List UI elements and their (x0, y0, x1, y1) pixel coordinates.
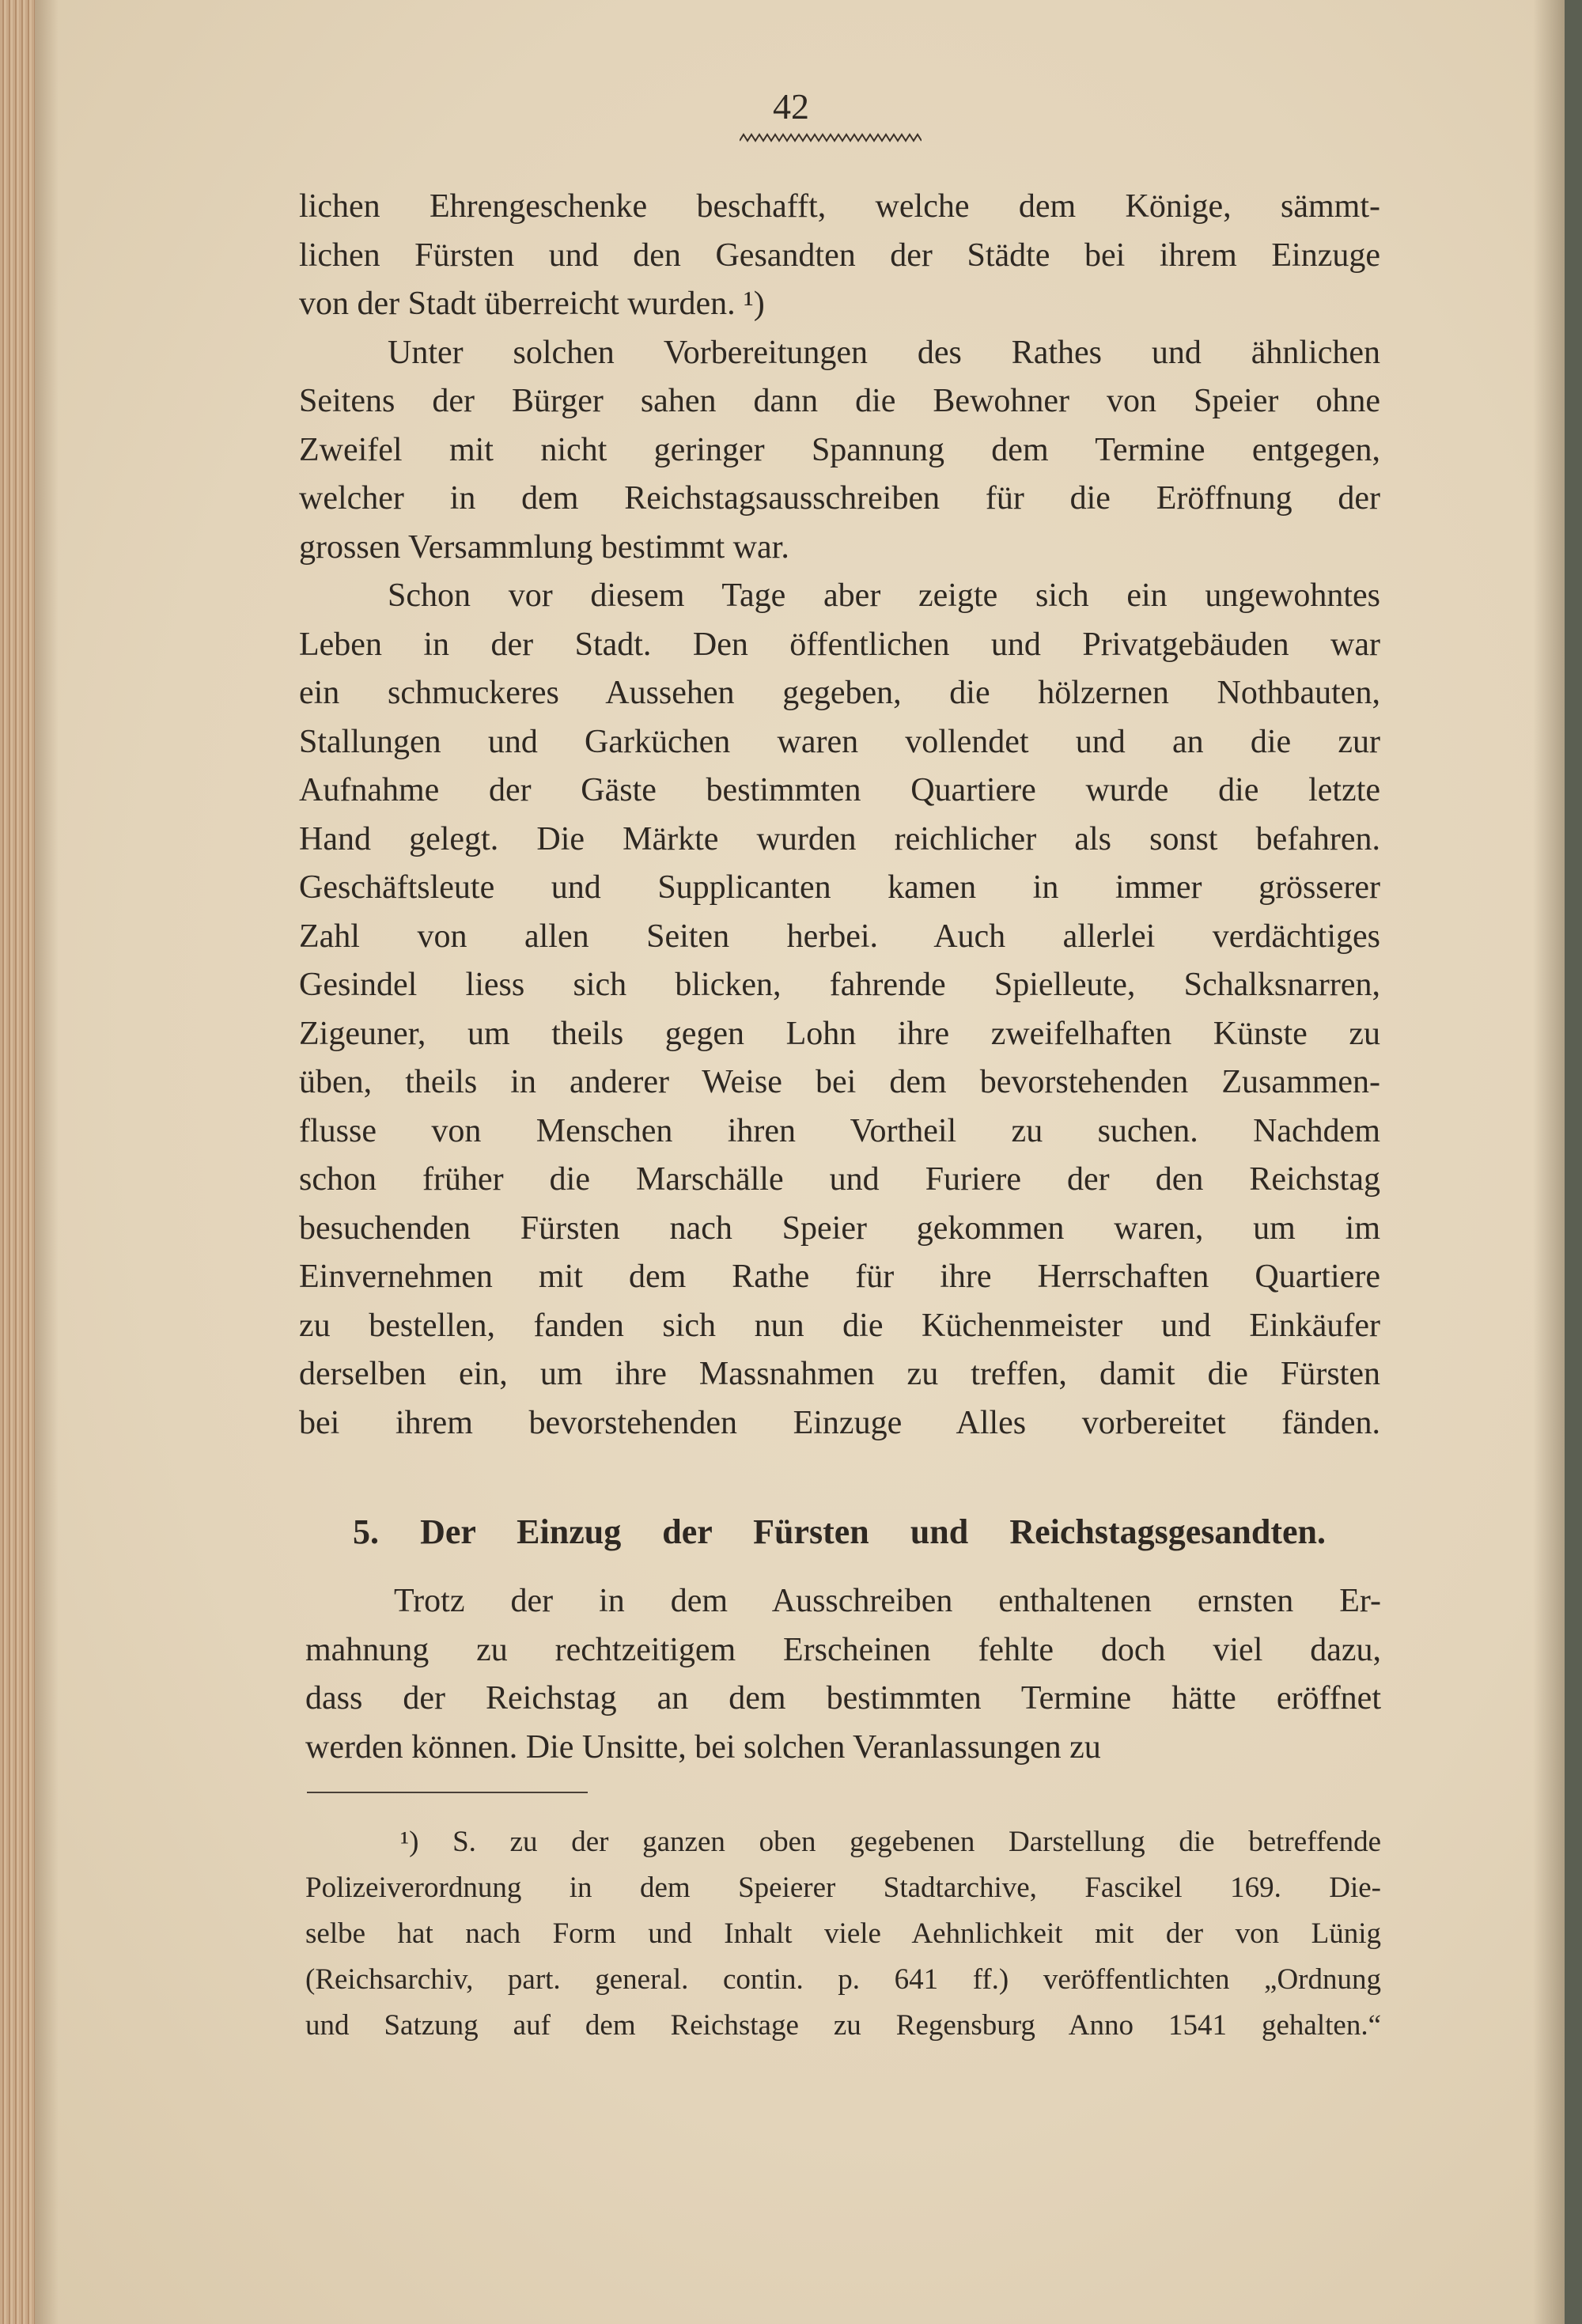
text-line: flusse von Menschen ihren Vortheil zu suchen. Nachdem (299, 1112, 1380, 1149)
text-line: Schon vor diesem Tage aber zeigte sich ein ungewohntes (388, 577, 1380, 614)
text-line: lichen Fürsten und den Gesandten der Städte bei ihrem Einzuge (299, 237, 1380, 274)
text-line: derselben ein, um ihre Massnahmen zu treffen, damit die Fürsten (299, 1356, 1380, 1392)
section-body-text (305, 1577, 1381, 1772)
page-stack-edge-left (0, 0, 35, 2324)
footnote (305, 1819, 1381, 2049)
text-line: bei ihrem bevorstehenden Einzuge Alles vorbereitet fänden. (299, 1404, 1380, 1441)
text-line: welcher in dem Reichstagsausschreiben für die Eröffnung der (299, 480, 1380, 517)
text-line: Stallungen und Garküchen waren vollendet und an die zur (299, 723, 1380, 760)
text-line: Trotz der in dem Ausschreiben enthaltenen ernsten Er- (394, 1583, 1381, 1619)
text-line: üben, theils in anderer Weise bei dem bevorstehenden Zusammen- (299, 1064, 1380, 1100)
book-cover-edge-right (1565, 0, 1582, 2324)
text-line: zu bestellen, fanden sich nun die Küchenmeister und Einkäufer (299, 1307, 1380, 1344)
text-line: mahnung zu rechtzeitigem Erscheinen fehlte doch viel dazu, (305, 1631, 1381, 1668)
page-number: 42 (773, 86, 809, 127)
right-edge-shade (1533, 0, 1565, 2324)
section-heading: 5. Der Einzug der Fürsten und Reichstagsgesandten. (353, 1512, 1326, 1551)
text-line: werden können. Die Unsitte, bei solchen Veranlassungen zu (305, 1728, 1101, 1766)
wavy-rule-ornament (740, 133, 922, 142)
footnote-rule (307, 1792, 588, 1793)
body-text (299, 183, 1380, 1448)
text-line: dass der Reichstag an dem bestimmten Termine hätte eröffnet (305, 1680, 1381, 1717)
text-line: schon früher die Marschälle und Furiere der den Reichstag (299, 1161, 1380, 1198)
text-line: Leben in der Stadt. Den öffentlichen und Privatgebäuden war (299, 626, 1380, 663)
text-line: besuchenden Fürsten nach Speier gekommen waren, um im (299, 1209, 1380, 1247)
text-line: Seitens der Bürger sahen dann die Bewohner von Speier ohne (299, 383, 1380, 419)
footnote-line: Polizeiverordnung in dem Speierer Stadtarchive, Fascikel 169. Die- (305, 1872, 1381, 1904)
text-line: Einvernehmen mit dem Rathe für ihre Herrschaften Quartiere (299, 1259, 1380, 1295)
text-line: lichen Ehrengeschenke beschafft, welche dem Könige, sämmt- (299, 188, 1380, 225)
text-line: Zweifel mit nicht geringer Spannung dem Termine entgegen, (299, 431, 1380, 468)
footnote-line: und Satzung auf dem Reichstage zu Regensburg Anno 1541 gehalten.“ (305, 2009, 1381, 2042)
text-line: Unter solchen Vorbereitungen des Rathes und ähnlichen (388, 334, 1380, 371)
text-line: Geschäftsleute und Supplicanten kamen in immer grösserer (299, 869, 1380, 906)
gutter-shadow (35, 0, 59, 2324)
text-line: Hand gelegt. Die Märkte wurden reichlicher als sonst befahren. (299, 820, 1380, 857)
text-line: Zigeuner, um theils gegen Lohn ihre zweifelhaften Künste zu (299, 1015, 1380, 1052)
text-line: ein schmuckeres Aussehen gegeben, die hölzernen Nothbauten, (299, 675, 1380, 711)
text-line: grossen Versammlung bestimmt war. (299, 528, 789, 566)
text-line: von der Stadt überreicht wurden. ¹) (299, 286, 765, 322)
footnote-line: (Reichsarchiv, part. general. contin. p. 641 ff.) veröffentlichten „Ordnung (305, 1963, 1381, 1996)
footnote-line: ¹) S. zu der ganzen oben gegebenen Darstellung die betreffende (400, 1826, 1381, 1858)
text-line: Gesindel liess sich blicken, fahrende Spielleute, Schalksnarren, (299, 967, 1380, 1003)
text-line: Zahl von allen Seiten herbei. Auch allerlei verdächtiges (299, 918, 1380, 955)
text-line: Aufnahme der Gäste bestimmten Quartiere wurde die letzte (299, 772, 1380, 808)
footnote-line: selbe hat nach Form und Inhalt viele Aehnlichkeit mit der von Lünig (305, 1917, 1381, 1950)
